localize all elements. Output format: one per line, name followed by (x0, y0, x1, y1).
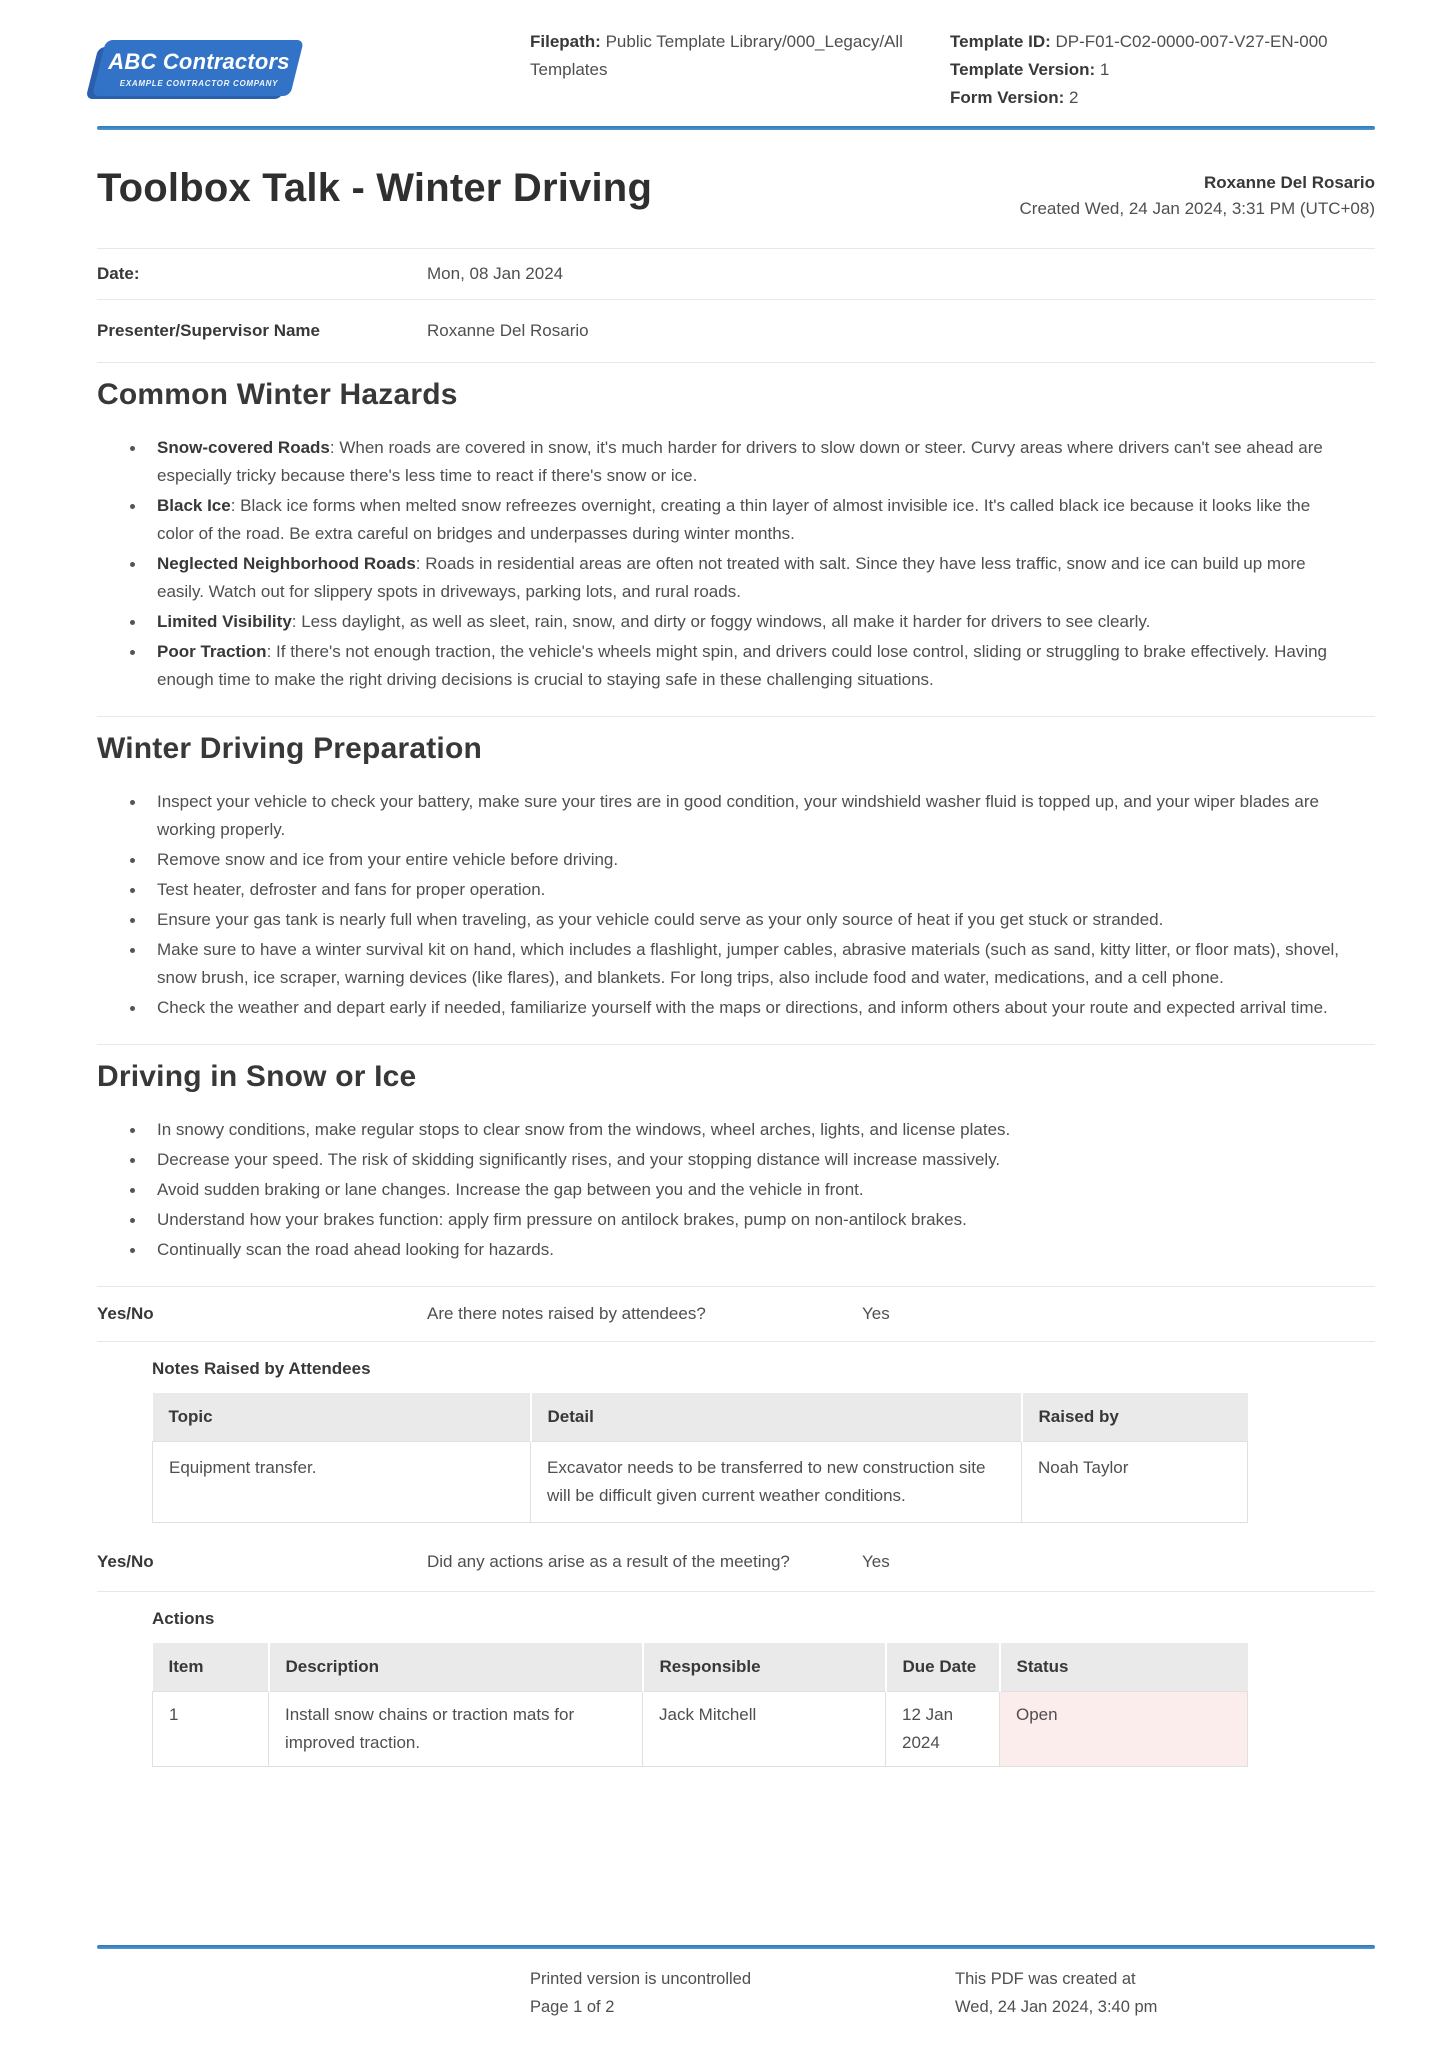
table-row (153, 1442, 1248, 1523)
bullet-list (97, 434, 1375, 694)
footer-uncontrolled-note: Printed version is uncontrolled (530, 1970, 752, 1988)
column-header-responsible: Responsible (643, 1643, 886, 1692)
template-id-label: Template ID: (950, 32, 1051, 51)
page-title: Toolbox Talk - Winter Driving (97, 166, 653, 210)
cell-raised-by: Noah Taylor (1022, 1442, 1248, 1523)
actions-heading: Actions (152, 1609, 215, 1628)
footer-created-note: This PDF was created at (955, 1970, 1136, 1988)
cell-description: Install snow chains or traction mats for improved traction. (269, 1692, 643, 1767)
bullet-item (97, 638, 1375, 694)
bullet-text: Understand how your brakes function: apply firm pressure on antilock brakes, pump on non-antilock brakes. (157, 1210, 967, 1229)
column-header-detail: Detail (531, 1393, 1022, 1442)
footer-right-block (955, 1965, 1157, 2021)
bullet-text: Test heater, defroster and fans for proper operation. (157, 880, 546, 899)
column-header-description: Description (269, 1643, 643, 1692)
bullet-item (97, 1206, 1375, 1234)
footer-created-timestamp: Wed, 24 Jan 2024, 3:40 pm (955, 1998, 1158, 2016)
divider (97, 716, 1375, 717)
page-header (97, 0, 1375, 126)
section-driving-in-snow-or-ice (97, 1060, 1375, 1264)
bullet-item (97, 1236, 1375, 1264)
created-timestamp: Created Wed, 24 Jan 2024, 3:31 PM (UTC+08) (1019, 199, 1375, 218)
cell-detail: Excavator needs to be transferred to new construction site will be difficult given current weather conditions. (531, 1442, 1022, 1523)
presenter-label: Presenter/Supervisor Name (97, 321, 320, 340)
logo-tagline: EXAMPLE CONTRACTOR COMPANY (119, 79, 279, 88)
bullet-list (97, 788, 1375, 1022)
bullet-item (97, 608, 1375, 636)
bullet-term: Neglected Neighborhood Roads (157, 554, 416, 573)
bullet-text: Ensure your gas tank is nearly full when traveling, as your vehicle could serve as your only source of heat if you get stuck or stranded. (157, 910, 1164, 929)
page-footer (97, 1945, 1375, 2016)
bullet-term: Poor Traction (157, 642, 267, 661)
company-logo (99, 40, 297, 98)
bullet-text: : Less daylight, as well as sleet, rain, snow, and dirty or foggy windows, all make it harder for drivers to see clearly. (291, 612, 1151, 631)
section-common-winter-hazards (97, 378, 1375, 694)
bullet-text: Avoid sudden braking or lane changes. Increase the gap between you and the vehicle in front. (157, 1180, 864, 1199)
yesno-label: Yes/No (97, 1304, 154, 1323)
bullet-item (97, 1146, 1375, 1174)
bullet-text: : When roads are covered in snow, it's much harder for drivers to slow down or steer. Curvy areas where drivers can't see ahead are especially tricky because there's less time to react if there's snow or ice. (157, 438, 1323, 485)
bullet-text: In snowy conditions, make regular stops to clear snow from the windows, wheel arches, lights, and license plates. (157, 1120, 1011, 1139)
yesno-answer: Yes (862, 1552, 890, 1571)
bullet-text: Make sure to have a winter survival kit on hand, which includes a flashlight, jumper cables, abrasive materials (such as sand, kitty litter, or floor mats), shovel, snow brush, ice scraper, warning devices (like flares), and blankets. For long trips, also include food and water, medications, and a cell phone. (157, 940, 1340, 987)
bullet-item (97, 906, 1375, 934)
bullet-item (97, 876, 1375, 904)
bullet-item (97, 1176, 1375, 1204)
bullet-term: Limited Visibility (157, 612, 292, 631)
presenter-value: Roxanne Del Rosario (427, 321, 589, 340)
cell-status-open: Open (1000, 1692, 1248, 1767)
actions-table (152, 1643, 1248, 1767)
template-meta-block (950, 28, 1328, 112)
author-name: Roxanne Del Rosario (1204, 173, 1375, 192)
bullet-text: : If there's not enough traction, the vehicle's wheels might spin, and drivers could lose control, sliding or struggling to brake effectively. Having enough time to make the right driving decisions is crucial to staying safe in these challenging situations. (157, 642, 1328, 689)
section-heading: Winter Driving Preparation (97, 732, 482, 765)
bullet-item (97, 492, 1375, 548)
cell-item: 1 (153, 1692, 269, 1767)
table-header-row (153, 1643, 1248, 1692)
header-rule (97, 126, 1375, 130)
bullet-item (97, 994, 1375, 1022)
notes-subsection (152, 1359, 1375, 1523)
yesno-row-notes (97, 1287, 1375, 1341)
bullet-text: : Roads in residential areas are often not treated with salt. Since they have less traffic, snow and ice can build up more easily. Watch out for slippery spots in driveways, parking lots, and rural roads. (157, 554, 1306, 601)
form-version-label: Form Version: (950, 88, 1065, 107)
form-version-row (950, 84, 1328, 112)
column-header-item: Item (153, 1643, 269, 1692)
bullet-text: Continually scan the road ahead looking for hazards. (157, 1240, 554, 1259)
yesno-question: Are there notes raised by attendees? (427, 1304, 706, 1323)
bullet-text: Inspect your vehicle to check your battery, make sure your tires are in good condition, your windshield washer fluid is topped up, and your wiper blades are working properly. (157, 792, 1319, 839)
table-row (153, 1692, 1248, 1767)
cell-topic: Equipment transfer. (153, 1442, 531, 1523)
divider (97, 362, 1375, 363)
bullet-item (97, 1116, 1375, 1144)
logo-company-name: ABC Contractors (108, 49, 290, 74)
column-header-topic: Topic (153, 1393, 531, 1442)
logo-content (100, 40, 298, 88)
column-header-status: Status (1000, 1643, 1248, 1692)
actions-subsection (152, 1609, 1375, 1767)
footer-rule (97, 1945, 1375, 1949)
bullet-text: : Black ice forms when melted snow refreezes overnight, creating a thin layer of almost invisible ice. It's called black ice because it looks like the color of the road. Be extra careful on bridges and underpasses during winter months. (157, 496, 1311, 543)
column-header-due-date: Due Date (886, 1643, 1000, 1692)
bullet-item (97, 434, 1375, 490)
meta-row-presenter (97, 300, 1375, 362)
date-label: Date: (97, 264, 140, 283)
footer-page-number: Page 1 of 2 (530, 1998, 615, 2016)
template-version-value: 1 (1099, 60, 1110, 79)
template-version-row (950, 56, 1328, 84)
section-heading: Driving in Snow or Ice (97, 1060, 417, 1093)
bullet-term: Black Ice (157, 496, 231, 515)
cell-due-date: 12 Jan 2024 (886, 1692, 1000, 1767)
bullet-list (97, 1116, 1375, 1264)
bullet-term: Snow-covered Roads (157, 438, 330, 457)
table-header-row (153, 1393, 1248, 1442)
bullet-text: Remove snow and ice from your entire vehicle before driving. (157, 850, 619, 869)
title-row (97, 166, 1375, 222)
form-version-value: 2 (1069, 88, 1079, 107)
yesno-row-actions (97, 1523, 1375, 1591)
filepath-block (530, 28, 930, 84)
yesno-answer: Yes (862, 1304, 890, 1323)
bullet-item (97, 788, 1375, 844)
section-heading: Common Winter Hazards (97, 378, 458, 411)
notes-heading: Notes Raised by Attendees (152, 1359, 371, 1378)
column-header-raised-by: Raised by (1022, 1393, 1248, 1442)
footer-left-block (530, 1965, 751, 2021)
yesno-question: Did any actions arise as a result of the meeting? (427, 1552, 790, 1571)
logo-badge-shape (92, 40, 304, 96)
filepath-value: Public Template Library/000_Legacy/All Templates (530, 32, 903, 79)
bullet-item (97, 550, 1375, 606)
meta-row-date (97, 249, 1375, 299)
template-id-value: DP-F01-C02-0000-007-V27-EN-000 (1055, 32, 1328, 51)
bullet-text: Decrease your speed. The risk of skidding significantly rises, and your stopping distance will increase massively. (157, 1150, 1001, 1169)
created-block (1020, 166, 1375, 222)
bullet-item (97, 936, 1375, 992)
bullet-text: Check the weather and depart early if needed, familiarize yourself with the maps or directions, and inform others about your route and expected arrival time. (157, 998, 1328, 1017)
cell-responsible: Jack Mitchell (643, 1692, 886, 1767)
date-value: Mon, 08 Jan 2024 (427, 264, 564, 283)
bullet-item (97, 846, 1375, 874)
section-winter-driving-preparation (97, 732, 1375, 1022)
divider (97, 1044, 1375, 1045)
template-version-label: Template Version: (950, 60, 1096, 79)
divider (97, 1341, 1375, 1342)
divider (97, 1591, 1375, 1592)
filepath-label: Filepath: (530, 32, 601, 51)
yesno-label: Yes/No (97, 1552, 154, 1571)
notes-table (152, 1393, 1248, 1523)
template-id-row (950, 28, 1328, 56)
